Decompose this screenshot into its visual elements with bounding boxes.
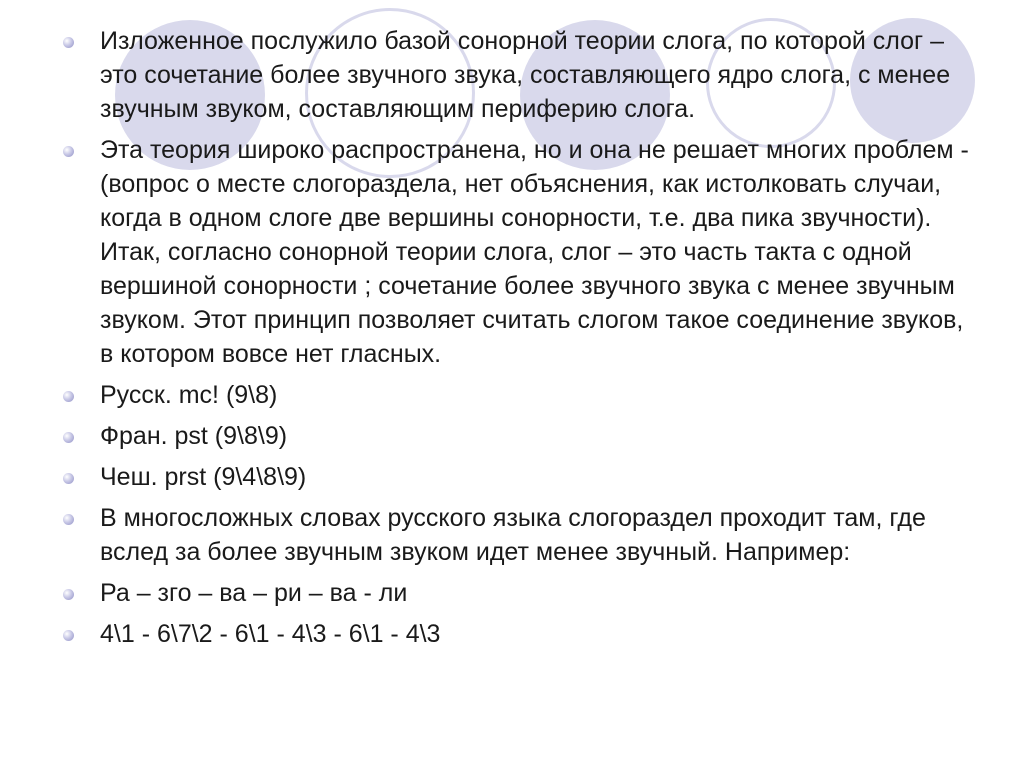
bullet-item [60, 617, 970, 651]
bullet-icon [63, 514, 74, 525]
bullet-item [60, 501, 970, 569]
bullet-text: Эта теория широко распространена, но и она не решает многих проблем - (вопрос о месте слогораздела, нет объяснения, как истолковать случаи, когда в одном слоге две вершины сонорности, т.е. два пика звучности). Итак, согласно сонорной теории слога, слог – это часть такта с одной вершиной сонорности ; сочетание более звучного звука с менее звучным звуком. Этот принцип позволяет считать слогом такое соединение звуков, в котором вовсе нет гласных. [100, 136, 969, 368]
bullet-text: 4\1 - 6\7\2 - 6\1 - 4\3 - 6\1 - 4\3 [100, 620, 441, 648]
bullet-text: Ра – зго – ва – ри – ва - ли [100, 579, 408, 607]
bullet-text: Фран. pst (9\8\9) [100, 422, 288, 450]
bullet-item [60, 133, 970, 371]
bullet-item [60, 378, 970, 412]
bullet-text: Изложенное послужило базой сонорной теории слога, по которой слог – это сочетание более звучного звука, составляющего ядро слога, с менее звучным звуком, составляющим периферию слога. [100, 27, 951, 123]
bullet-item [60, 576, 970, 610]
bullet-item [60, 24, 970, 126]
bullet-icon [63, 391, 74, 402]
bullet-icon [63, 432, 74, 443]
bullet-list [60, 24, 970, 651]
bullet-icon [63, 146, 74, 157]
bullet-icon [63, 589, 74, 600]
bullet-text: Русск. mc! (9\8) [100, 381, 278, 409]
bullet-icon [63, 630, 74, 641]
bullet-icon [63, 37, 74, 48]
bullet-text: Чеш. prst (9\4\8\9) [100, 463, 307, 491]
bullet-item [60, 460, 970, 494]
bullet-icon [63, 473, 74, 484]
bullet-text: В многосложных словах русского языка слогораздел проходит там, где вслед за более звучным звуком идет менее звучный. Например: [100, 504, 926, 566]
slide-content [60, 24, 970, 658]
bullet-item [60, 419, 970, 453]
